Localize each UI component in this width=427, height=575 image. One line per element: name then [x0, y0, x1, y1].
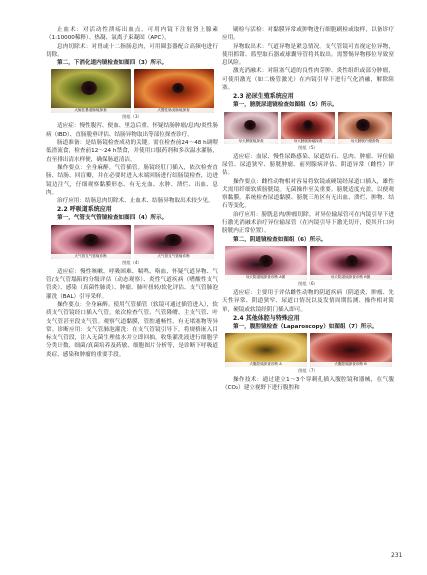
figure-7-image-b-label: 犬腹腔镜探查诊断 B: [310, 362, 392, 367]
paragraph-uro-procedure: 操作要点：雌性动物相对容易将软镜或硬镜经尿道口插入，雄性犬需用纤细软质膀胱镜。无菌操作至关重要。膀胱适度充盈，以便观察黏膜。系统检查尿道黏膜、膀胱三角区有无出血、溃烂、肿物、结石等变化。: [222, 178, 394, 210]
figure-6-image-a: [225, 246, 307, 280]
figure-4-image-a-label: 犬气管支气管镜诊断: [51, 254, 131, 259]
heading-respiratory: 2.2 呼吸道系统应用: [57, 206, 112, 214]
paragraph-resp-indications: 适应症：慢性咳嗽、呼吸困难、喘鸣、咯血、怀疑气道异物、气管/支气管塌陷的分级评估（动态观察）、炎性气道疾病（嗜酸性支气管炎）、感染（真菌性肺炎）、肿瘤、肺叶扭转/软化评估、支气管肺泡灌洗（BAL）引导采样。: [46, 268, 218, 300]
figure-3-image-a-label: 大肠狂暴道肠镜探查: [51, 108, 131, 113]
figure-7-image-a: [225, 333, 307, 367]
figure-5-image-c-label: 母犬膀胱内壁肿物: [338, 139, 392, 144]
figure-6-image-b: [310, 246, 392, 280]
paragraph-colon-treatment: 治疗应用：结肠息肉切除术、止血术、结肠异物取出术较少见。: [57, 198, 214, 205]
figure-4-image-b: [134, 225, 214, 259]
figure-6-image-b-label: 母犬阴道镜探查诊断 B图: [310, 275, 392, 280]
figure-7-image-a-label: 犬腹腔镜探查诊断 A: [225, 362, 307, 367]
figure-4-image-a: [51, 225, 131, 259]
figure-4-image-b-label: 犬气管支气管镜诊断: [134, 254, 214, 259]
paragraph-resp-procedure: 操作要点：全身麻醉。使用气管插管（软镜可通过插管进入），软质支气管镜经口插入气管，依次检查气管、气管隆嵴、主支气管、叶支气管甚至段支气管。观察气道黏膜，管腔通畅性、有无堵塞物等异常。诊断应用：支气管肺泡灌洗：在支气管镜引导下，将规格嵌入目标支气管段，注入无菌生理盐水并立即回抽，收集灌洗液进行细胞学分类计数、细菌/真菌培养及药敏、细胞图片分析等，是诊断下呼吸道炎症、感染和肿瘤的重要手段。: [46, 301, 218, 358]
figure-5-image-b-label: 母犬膀胱肿瘤探查: [281, 139, 335, 144]
figure-6-caption: 图组（6）: [298, 280, 318, 286]
figure-3-image-b-label: 犬慢性肠炎肠镜探查: [134, 108, 214, 113]
heading-other-applications: 2.4 其他体腔与特殊应用: [233, 314, 300, 322]
figure-3-image-b: [134, 69, 214, 113]
figure-3-caption: 图组（3）: [122, 114, 142, 120]
paragraph-colon-procedure: 操作要点：全身麻醉。气管插管。肠镜经肛门插入，依次检查直肠、结肠、回盲瓣，并在必要时进入末端回肠进行结肠镜检查，边进镜边注气，仔细观察黏膜形态、有无充血、水肿、溃烂、出血、息肉。: [46, 164, 218, 196]
figure-6: [222, 246, 394, 280]
figure-6-image-a-label: 母犬阴道镜探查诊断 A图: [225, 275, 307, 280]
figure-5-image-b: [281, 112, 335, 144]
figure-7-caption: 图组（7）: [298, 368, 318, 374]
figure-3-image-a: [51, 69, 131, 113]
figure-5-image-a: [224, 112, 278, 144]
figure-5-image-a-label: 母犬膀胱镜探查: [224, 139, 278, 144]
paragraph-vag-indications: 适应症：主要用于评估雌性动物的阴道疾病（阴道炎、肿瘤、先天性异常、阴道狭窄、尿道口情况以及发情周期监测、操作相对简单，硬镜或软镜经阴门插入即可。: [222, 289, 394, 313]
heading-cystoscopy: 第一，膀胱尿道镜检查如图组（5）所示。: [233, 102, 338, 109]
figure-7-image-b: [310, 333, 392, 367]
paragraph-hemostasis: 止血术：对活动性溃疡出血点，可用内镜下注射肾上腺素（1:10000稀释）、热凝、氩离子束凝固（APC）。: [46, 27, 218, 42]
page-number: 231: [391, 552, 403, 559]
heading-lower-gi: 第二，下消化道内镜检查如图四（3）所示。: [57, 60, 168, 67]
figure-5-image-c: [338, 112, 392, 144]
paragraph-biopsy: 刷检与活检：对黏膜异常或肿物进行细胞刷检或取样，以备诊疗应用。: [222, 27, 394, 42]
figure-4-caption: 图组（4）: [122, 259, 142, 265]
heading-laparoscopy: 第一，腹腔镜检查（Laparoscopy）如图组（7）所示。: [233, 323, 378, 330]
paragraph-colon-indications: 适应症：慢性腹泻、便血、里急后重、怀疑结肠肿瘤/息肉/炎性肠病（IBD）、直肠脱垂评估、结肠异物取出等部位探查诊疗。: [46, 123, 218, 138]
paragraph-uro-indications: 适应症：血尿、慢性尿路感染、尿道结石、息肉、肿瘤、异位输尿管、尿道狭窄、膀胱肿瘤、前列腺病评估、阴道异常（雌性）评估。: [222, 153, 394, 177]
heading-urogenital: 2.3 泌尿生殖系统应用: [233, 93, 294, 101]
heading-bronchoscopy: 第一，气管支气管镜检查如图四（4）所示。: [57, 215, 168, 222]
left-column: [46, 26, 218, 359]
paragraph-uro-treatment: 治疗应用：膀胱息肉/肿瘤切除。对异位输尿管可在内镜引导下进行激光消融术治疗异位输尿管（在内镜引导下激光切开，使其开口向膀胱内正常位置）。: [222, 211, 394, 235]
paragraph-polypectomy: 息肉切除术：对胃或十二指肠息肉，可用圈套器配合高频电进行切除。: [46, 43, 218, 58]
paragraph-laser: 激光消融术：对阻塞气道的良性肉芽肿、炎性组织或部分肿瘤，可使用激光（如二极管激光）在内镜引导下进行气化消融，解除阻塞。: [222, 68, 394, 92]
paragraph-laparoscopy: 操作技术：通过建立1～3个穿刺孔插入腹腔镜和器械，在气腹（CO₂）建立视野下进行腹腔和: [222, 377, 394, 392]
paragraph-foreign-body: 异物取出术：气道异物是紧急情况。支气管镜可直视定位异物，使用抓钳、篮型取石器或球囊导管将其取出。需警惕异物移位导致窒息风险。: [222, 43, 394, 67]
paragraph-colon-prep: 肠道准备：是结肠镜检查成功的关键。需在检查前24～48 h调喂低渣流食，检查前12～24 h禁食，并使用口服药剂和多次温水灌肠，直至排出清水样便，确保肠道清洁。: [46, 140, 218, 163]
figure-3: [46, 69, 218, 113]
right-column: [222, 26, 394, 393]
figure-5: [222, 112, 394, 144]
figure-5-caption: 图组（5）: [298, 144, 318, 150]
figure-7: [222, 333, 394, 367]
figure-4: [46, 225, 218, 259]
heading-vaginoscopy: 第二，阴道镜检查如图组（6）所示。: [233, 236, 327, 243]
